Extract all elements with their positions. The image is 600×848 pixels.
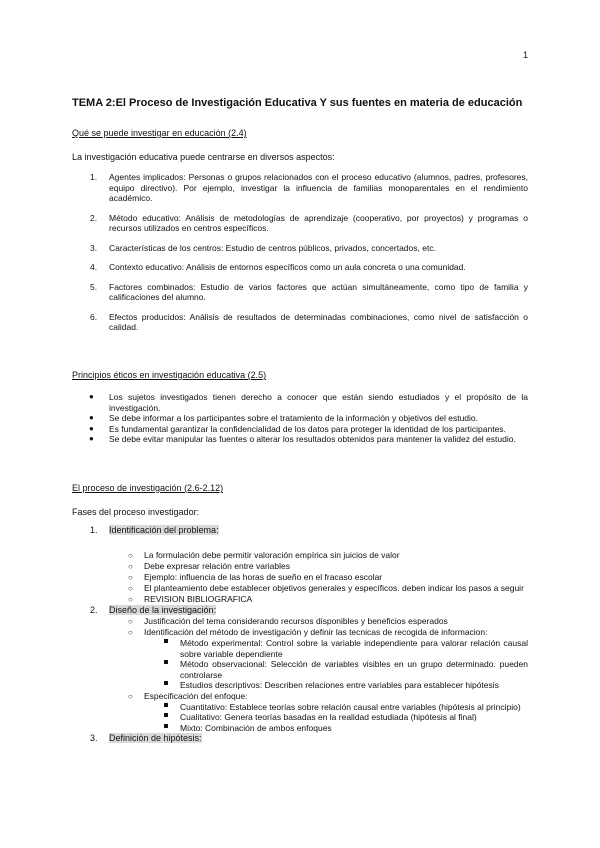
circle-bullet-icon: ○ xyxy=(128,584,133,593)
square-bullet-icon xyxy=(164,713,168,717)
list-item: Cualitativo: Genera teorías basadas en la realidad estudiada (hipótesis al final) xyxy=(72,712,528,723)
section-heading-what-to-investigate: Qué se puede investigar en educación (2.4) xyxy=(72,128,247,138)
section-heading-ethics: Principios éticos en investigación educativa (2.5) xyxy=(72,370,267,380)
list-item: ● Es fundamental garantizar la confidencialidad de los datos para proteger la identidad de los participantes. xyxy=(89,423,506,434)
phase-label: Definición de hipótesis: xyxy=(109,733,202,743)
list-item: ○ Identificación del método de investigación y definir las tecnicas de recogida de informacion: xyxy=(128,627,488,637)
list-item: Cuantitativo: Establece teorías sobre relación causal entre variables (hipótesis al principio) xyxy=(72,702,528,713)
circle-bullet-icon: ○ xyxy=(128,691,133,701)
bullet-icon: ● xyxy=(89,413,94,422)
circle-bullet-icon: ○ xyxy=(128,551,133,560)
circle-bullet-icon: ○ xyxy=(128,595,133,604)
list-item: 2. Método educativo: Análisis de metodologías de aprendizaje (cooperativo, por proyectos) y programas o recursos utilizados en centros específicos. xyxy=(90,212,528,233)
circle-bullet-icon: ○ xyxy=(128,617,133,626)
list-item: 3. Características de los centros: Estudio de centros públicos, privados, concertados, etc. xyxy=(90,242,436,253)
list-item: Método experimental: Control sobre la variable independiente para valorar relación causal sobre variable dependiente xyxy=(72,638,528,659)
square-bullet-icon xyxy=(164,724,168,728)
list-item: Método observacional: Selección de variables visibles en un grupo determinado. pueden controlarse xyxy=(72,659,528,680)
phase-3: 3. Definición de hipótesis: xyxy=(90,733,202,743)
section-heading-process: El proceso de investigación (2.6-2.12) xyxy=(72,483,224,493)
circle-bullet-icon: ○ xyxy=(128,573,133,582)
list-item: ● Se debe informar a los participantes sobre el tratamiento de la información y objetivos del estudio. xyxy=(89,413,479,423)
phase-2: 2. Diseño de la investigación: xyxy=(90,605,217,615)
section-intro: Fases del proceso investigador: xyxy=(72,507,200,517)
list-item: 1. Agentes implicados: Personas o grupos relacionados con el proceso educativo (alumnos, padres, profesores, equipo directivo). Por ejemplo, investigar la influencia de familias monoparentales en el rendimiento académico. xyxy=(90,172,528,203)
phase-label: Diseño de la investigación: xyxy=(109,605,217,615)
list-item: ● Los sujetos investigados tienen derecho a conocer que están siendo estudiados y el propósito de la investigación. xyxy=(89,392,528,413)
square-bullet-icon xyxy=(164,639,168,643)
list-item: ○ REVISION BIBLIOGRAFICA xyxy=(128,594,253,604)
list-item: ○ La formulación debe permitir valoración empírica sin juicios de valor xyxy=(128,550,400,560)
square-bullet-icon xyxy=(164,660,168,664)
investigation-aspects-list xyxy=(72,172,528,342)
ethics-principles-list xyxy=(72,392,528,445)
list-item: ○ Justificación del tema considerando recursos disponibles y beneficios esperados xyxy=(128,616,448,626)
square-bullet-icon xyxy=(164,703,168,707)
bullet-icon: ● xyxy=(89,392,94,401)
list-item: Estudios descriptivos: Describen relaciones entre variables para establecer hipótesis xyxy=(72,680,528,691)
bullet-icon: ● xyxy=(89,423,94,433)
page-number: 1 xyxy=(522,50,528,60)
list-item: 5. Factores combinados: Estudio de varios factores que actúan simultáneamente, como tipo de familia y calificaciones del alumno. xyxy=(90,281,528,302)
list-item: ● Se debe evitar manipular las fuentes o alterar los resultados obtenidos para mantener la validez del estudio. xyxy=(89,434,516,444)
list-item: 6. Efectos producidos: Análisis de resultados de determinadas combinaciones, como nivel de satisfacción o calidad. xyxy=(90,311,528,332)
bullet-icon: ● xyxy=(89,434,94,443)
circle-bullet-icon: ○ xyxy=(128,628,133,637)
list-item: ○ Debe expresar relación entre variables xyxy=(128,561,290,571)
list-item: ○ Especificación del enfoque: xyxy=(128,690,248,701)
phase-label: Identificación del problema: xyxy=(109,525,219,535)
list-item: ○ El planteamiento debe establecer objetivos generales y específicos. deben indicar los pasos a seguir xyxy=(128,583,524,593)
square-bullet-icon xyxy=(164,681,168,685)
process-phases xyxy=(72,525,528,744)
list-item: Mixto: Combinación de ambos enfoques xyxy=(72,723,528,734)
phase-1: 1. Identificación del problema: xyxy=(90,525,219,535)
section-intro: La investigación educativa puede centrarse en diversos aspectos: xyxy=(72,152,335,162)
list-item: 4. Contexto educativo: Análisis de entornos específicos como un aula concreta o una comunidad. xyxy=(90,262,466,272)
circle-bullet-icon: ○ xyxy=(128,562,133,571)
list-item: ○ Ejemplo: influencia de las horas de sueño en el fracaso escolar xyxy=(128,572,383,582)
document-title: TEMA 2:El Proceso de Investigación Educativa Y sus fuentes en materia de educación xyxy=(72,97,523,109)
